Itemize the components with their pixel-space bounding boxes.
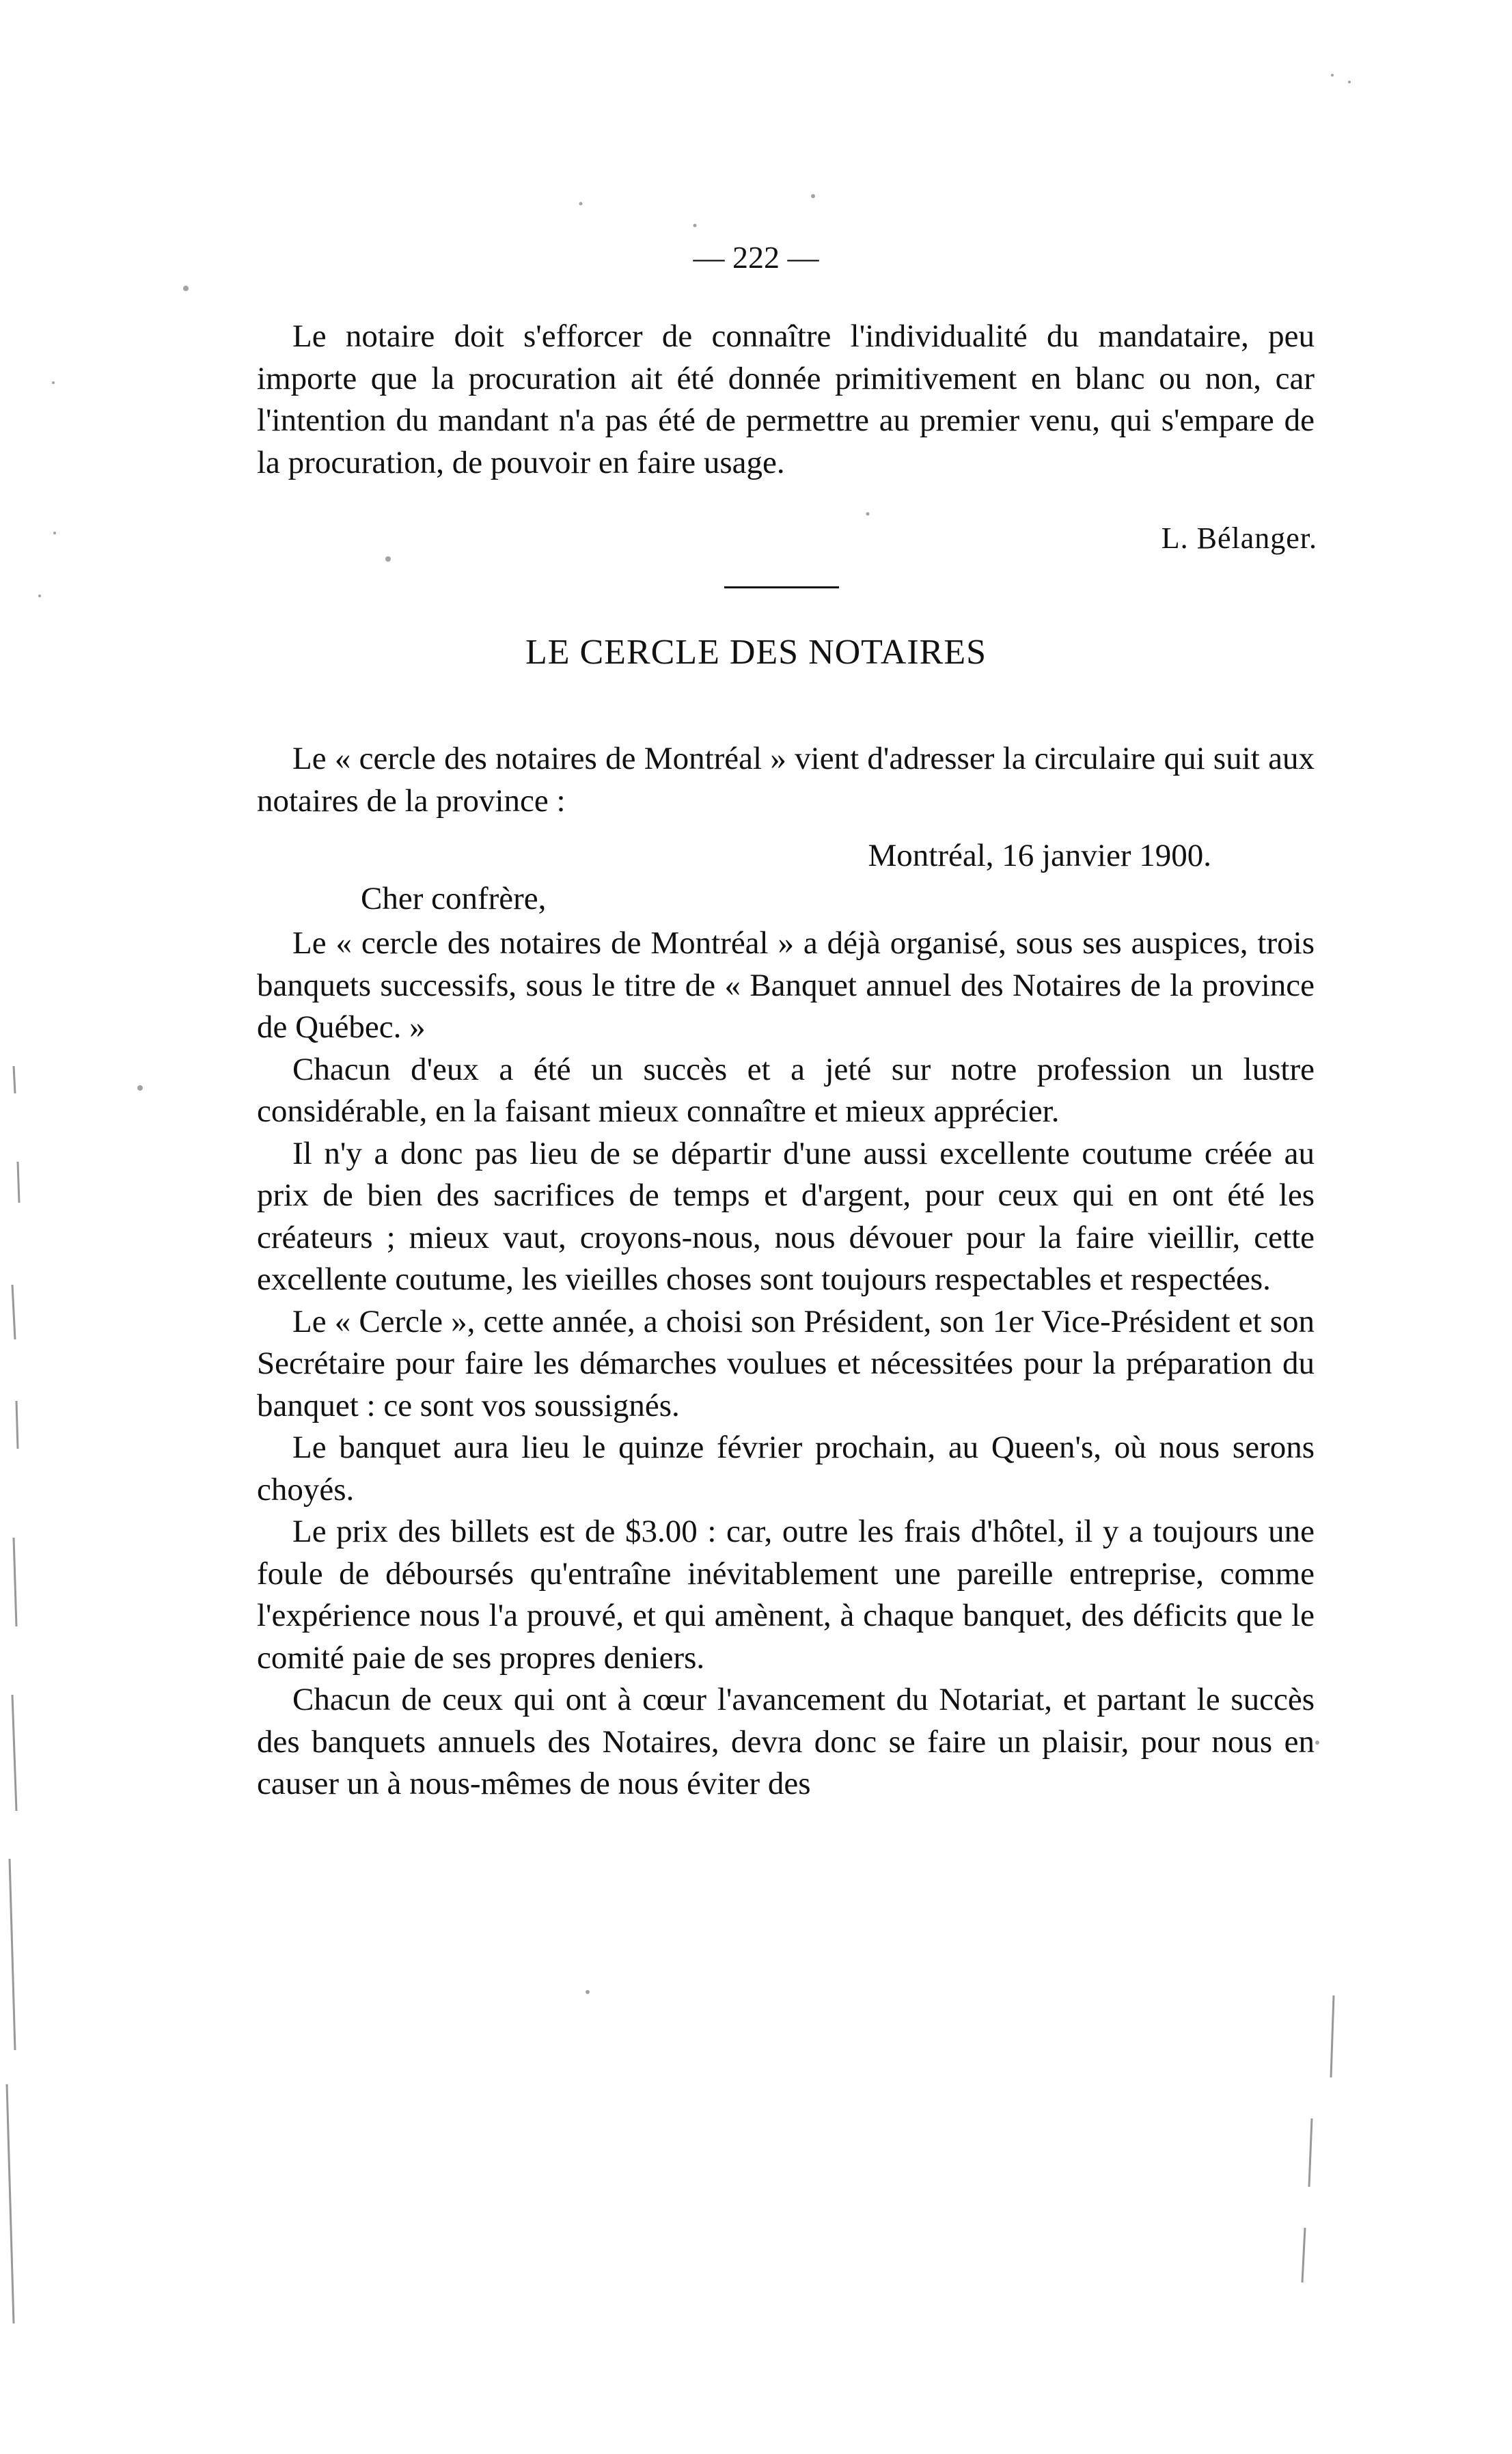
circular-body bbox=[257, 923, 1315, 1805]
circular-greeting: Cher confrère, bbox=[361, 881, 547, 916]
circular-dateline: Montréal, 16 janvier 1900. bbox=[868, 838, 1211, 873]
lead-paragraph-block bbox=[257, 738, 1315, 822]
circular-paragraph: Le prix des billets est de $3.00 : car, outre les frais d'hôtel, il y a toujours une foule de déboursés qu'entraîne inévitablement une pareille entreprise, comme l'expérience nous l'a prouvé, et qui amènent, à chaque banquet, des déficits que le comité paie de ses propres deniers. bbox=[257, 1514, 1315, 1676]
section-divider bbox=[724, 586, 839, 588]
section-title: LE CERCLE DES NOTAIRES bbox=[525, 633, 987, 672]
page-number: — 222 — bbox=[693, 240, 819, 275]
lead-paragraph: Le « cercle des notaires de Montréal » vient d'adresser la circulaire qui suit aux notaires de la province : bbox=[257, 741, 1315, 819]
circular-paragraph: Le banquet aura lieu le quinze février prochain, au Queen's, où nous serons choyés. bbox=[257, 1430, 1315, 1508]
circular-paragraph: Il n'y a donc pas lieu de se départir d'une aussi excellente coutume créée au prix de bien des sacrifices de temps et d'argent, pour ceux qui en ont été les créateurs ; mieux vaut, croyons-nous, nous dévouer pour la faire vieillir, cette excellente coutume, les vieilles choses sont toujours respectables et respectées. bbox=[257, 1135, 1315, 1297]
author-signature: L. Bélanger. bbox=[1161, 521, 1317, 555]
circular-paragraph: Le « cercle des notaires de Montréal » a déjà organisé, sous ses auspices, trois banquets successifs, sous le titre de « Banquet annuel des Notaires de la province de Québec. » bbox=[257, 925, 1315, 1045]
circular-paragraph: Le « Cercle », cette année, a choisi son Président, son 1er Vice-Président et son Secrétaire pour faire les démarches voulues et nécessitées pour la préparation du banquet : ce sont vos soussignés. bbox=[257, 1303, 1315, 1423]
circular-paragraph: Chacun de ceux qui ont à cœur l'avancement du Notariat, et partant le succès des banquets annuels des Notaires, devra donc se faire un plaisir, pour nous en causer un à nous-mêmes de nous éviter des bbox=[257, 1682, 1315, 1801]
circular-paragraph: Chacun d'eux a été un succès et a jeté sur notre profession un lustre considérable, en la faisant mieux connaître et mieux apprécier. bbox=[257, 1051, 1315, 1129]
intro-paragraph-block bbox=[257, 316, 1315, 484]
intro-paragraph: Le notaire doit s'efforcer de connaître l'individualité du mandataire, peu importe que la procuration ait été donnée primitivement en blanc ou non, car l'intention du mandant n'a pas été de permettre au premier venu, qui s'empare de la procuration, de pouvoir en faire usage. bbox=[257, 318, 1315, 480]
